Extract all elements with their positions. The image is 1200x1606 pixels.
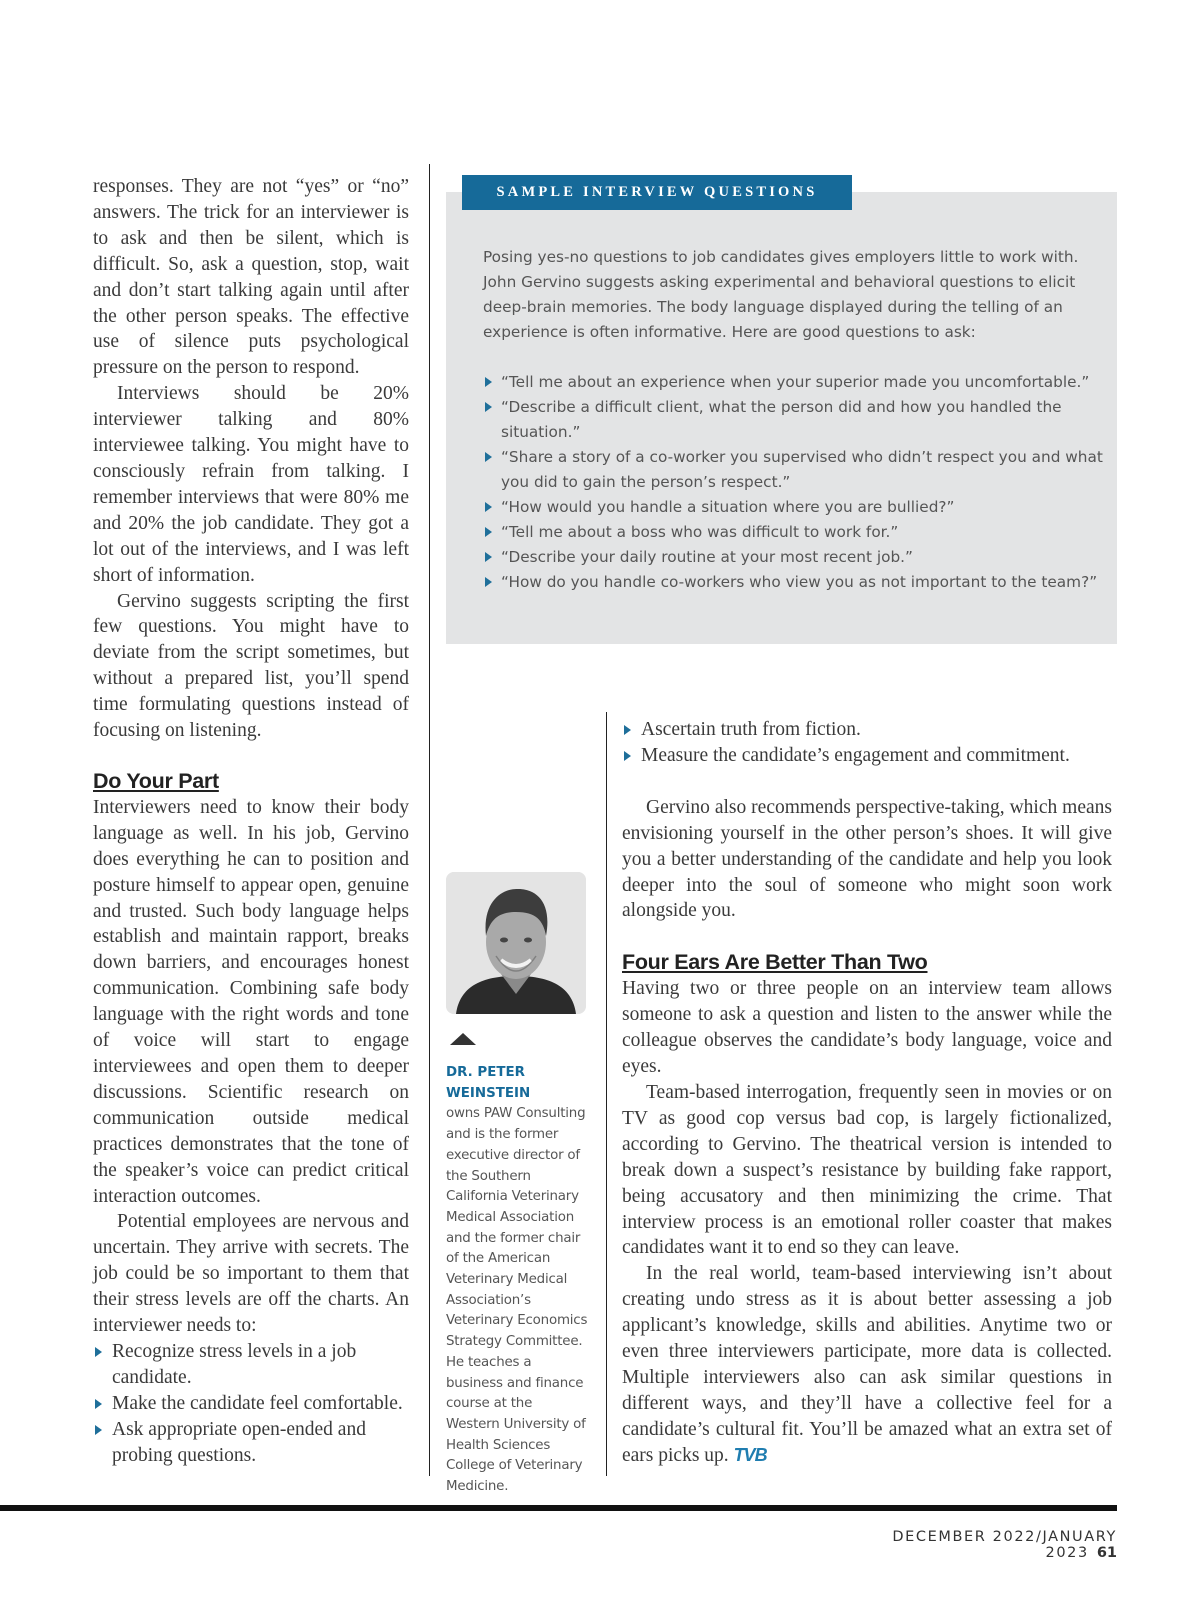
author-bio-text: owns PAW Consulting and is the former executive director of the Southern California Veterinary Medical Association and the former chair of the American Veterinary Medical Association’s Veterinary Economics Strategy Committee. He teaches a business and finance course at the Western University of Health Sciences College of Veterinary Medicine. — [446, 1106, 588, 1495]
author-headshot — [446, 872, 586, 1014]
list-item: Recognize stress levels in a job candidate. — [93, 1339, 409, 1391]
sidebar-body — [483, 245, 1103, 595]
body-paragraph: Interviewers need to know their body language as well. In his job, Gervino does everything he can to position and posture himself to appear open, genuine and trusted. Such body language helps establish and maintain rapport, breaks down barriers, and encourages honest communication. Combining safe body language with the right words and tone of voice will start to engage interviewees and open them to deeper discussions. Scientific research on communication outside medical practices demonstrates that the tone of the speaker’s voice can predict critical interaction outcomes. — [93, 796, 409, 1207]
body-paragraph: Gervino suggests scripting the first few questions. You might have to deviate from the script sometimes, but without a prepared list, you’ll spend time formulating questions instead of focusing on listening. — [93, 590, 409, 742]
list-item: Ascertain truth from fiction. — [622, 717, 1112, 743]
question-item: “How do you handle co-workers who view you as not important to the team?” — [483, 570, 1103, 595]
page-footer — [855, 1529, 1117, 1561]
body-paragraph: Interviews should be 20% interviewer talking and 80% interviewee talking. You might have to consciously refrain from talking. I remember interviews that were 80% me and 20% the job candidate. They got a lot out of the interviews, and I was left short of information. — [93, 383, 409, 586]
question-item: “Describe a difficult client, what the person did and how you handled the situation.” — [483, 395, 1103, 445]
author-bio — [446, 1063, 588, 1498]
column-right — [622, 717, 1112, 1469]
question-item: “Share a story of a co-worker you supervised who didn’t respect you and what you did to gain the person’s respect.” — [483, 445, 1103, 495]
page-number: 61 — [1096, 1545, 1117, 1561]
tvb-end-mark: TVB — [733, 1444, 767, 1465]
body-paragraph: Gervino also recommends perspective-taking, which means envisioning yourself in the other person’s shoes. It will give you a better understanding of the candidate and help you look deeper into the soul of someone who might soon work alongside you. — [622, 796, 1112, 922]
section-heading-four-ears: Four Ears Are Better Than Two — [622, 950, 928, 975]
list-item: Ask appropriate open-ended and probing questions. — [93, 1417, 409, 1469]
sidebar-tag: SAMPLE INTERVIEW QUESTIONS — [462, 175, 852, 210]
body-paragraph: Team-based interrogation, frequently seen in movies or on TV as good cop versus bad cop, is largely fictionalized, according to Gervino. The theatrical version is intended to break down a suspect’s resistance by building fake rapport, being accusatory and then minimizing the crime. That interview process is an emotional roller coaster that makes candidates want it to end so they can leave. — [622, 1081, 1112, 1259]
body-paragraph — [622, 1261, 1112, 1468]
author-name: DR. PETER WEINSTEIN — [446, 1065, 531, 1101]
footer-rule — [0, 1505, 1117, 1511]
list-item: Measure the candidate’s engagement and commitment. — [622, 743, 1112, 769]
list-item: Make the candidate feel comfortable. — [93, 1391, 409, 1417]
question-item: “Describe your daily routine at your most recent job.” — [483, 545, 1103, 570]
column-left — [93, 174, 409, 1469]
question-item: “Tell me about an experience when your superior made you uncomfortable.” — [483, 370, 1103, 395]
question-item: “How would you handle a situation where you are bullied?” — [483, 495, 1103, 520]
bullet-list — [622, 717, 1112, 769]
bullet-list — [93, 1339, 409, 1469]
body-paragraph: responses. They are not “yes” or “no” answers. The trick for an interviewer is to ask and then be silent, which is difficult. So, ask a question, stop, wait and don’t start talking again until after the other person speaks. The effective use of silence puts psychological pressure on the person to respond. — [93, 176, 409, 379]
sidebar-intro: Posing yes-no questions to job candidates gives employers little to work with. John Gervino suggests asking experimental and behavioral questions to elicit deep-brain memories. The body language displayed during the telling of an experience is often informative. Here are good questions to ask: — [483, 248, 1079, 341]
issue-date: DECEMBER 2022/JANUARY 2023 — [892, 1529, 1117, 1561]
headshot-illustration — [446, 872, 586, 1014]
column-divider — [606, 712, 607, 1476]
body-paragraph: Potential employees are nervous and uncertain. They arrive with secrets. The job could be so important to them that their stress levels are off the charts. An interviewer needs to: — [93, 1211, 409, 1337]
question-item: “Tell me about a boss who was difficult to work for.” — [483, 520, 1103, 545]
caption-arrow-icon — [450, 1033, 476, 1045]
section-heading-do-your-part: Do Your Part — [93, 768, 219, 793]
last-paragraph-text: In the real world, team-based interviewing isn’t about creating undo stress as it is about better assessing a job applicant’s knowledge, skills and abilities. Anytime two or even three interviewers participate, more data is collected. Multiple interviewers also can ask similar questions in different ways, and they’ll have a collective feel for a candidate’s cultural fit. You’ll be amazed what an extra set of ears picks up. — [622, 1263, 1112, 1466]
body-paragraph: Having two or three people on an interview team allows someone to ask a question and listen to the answer while the colleague observes the candidate’s body language, voice and eyes. — [622, 978, 1112, 1078]
question-list — [483, 370, 1103, 595]
column-divider — [429, 164, 430, 1476]
